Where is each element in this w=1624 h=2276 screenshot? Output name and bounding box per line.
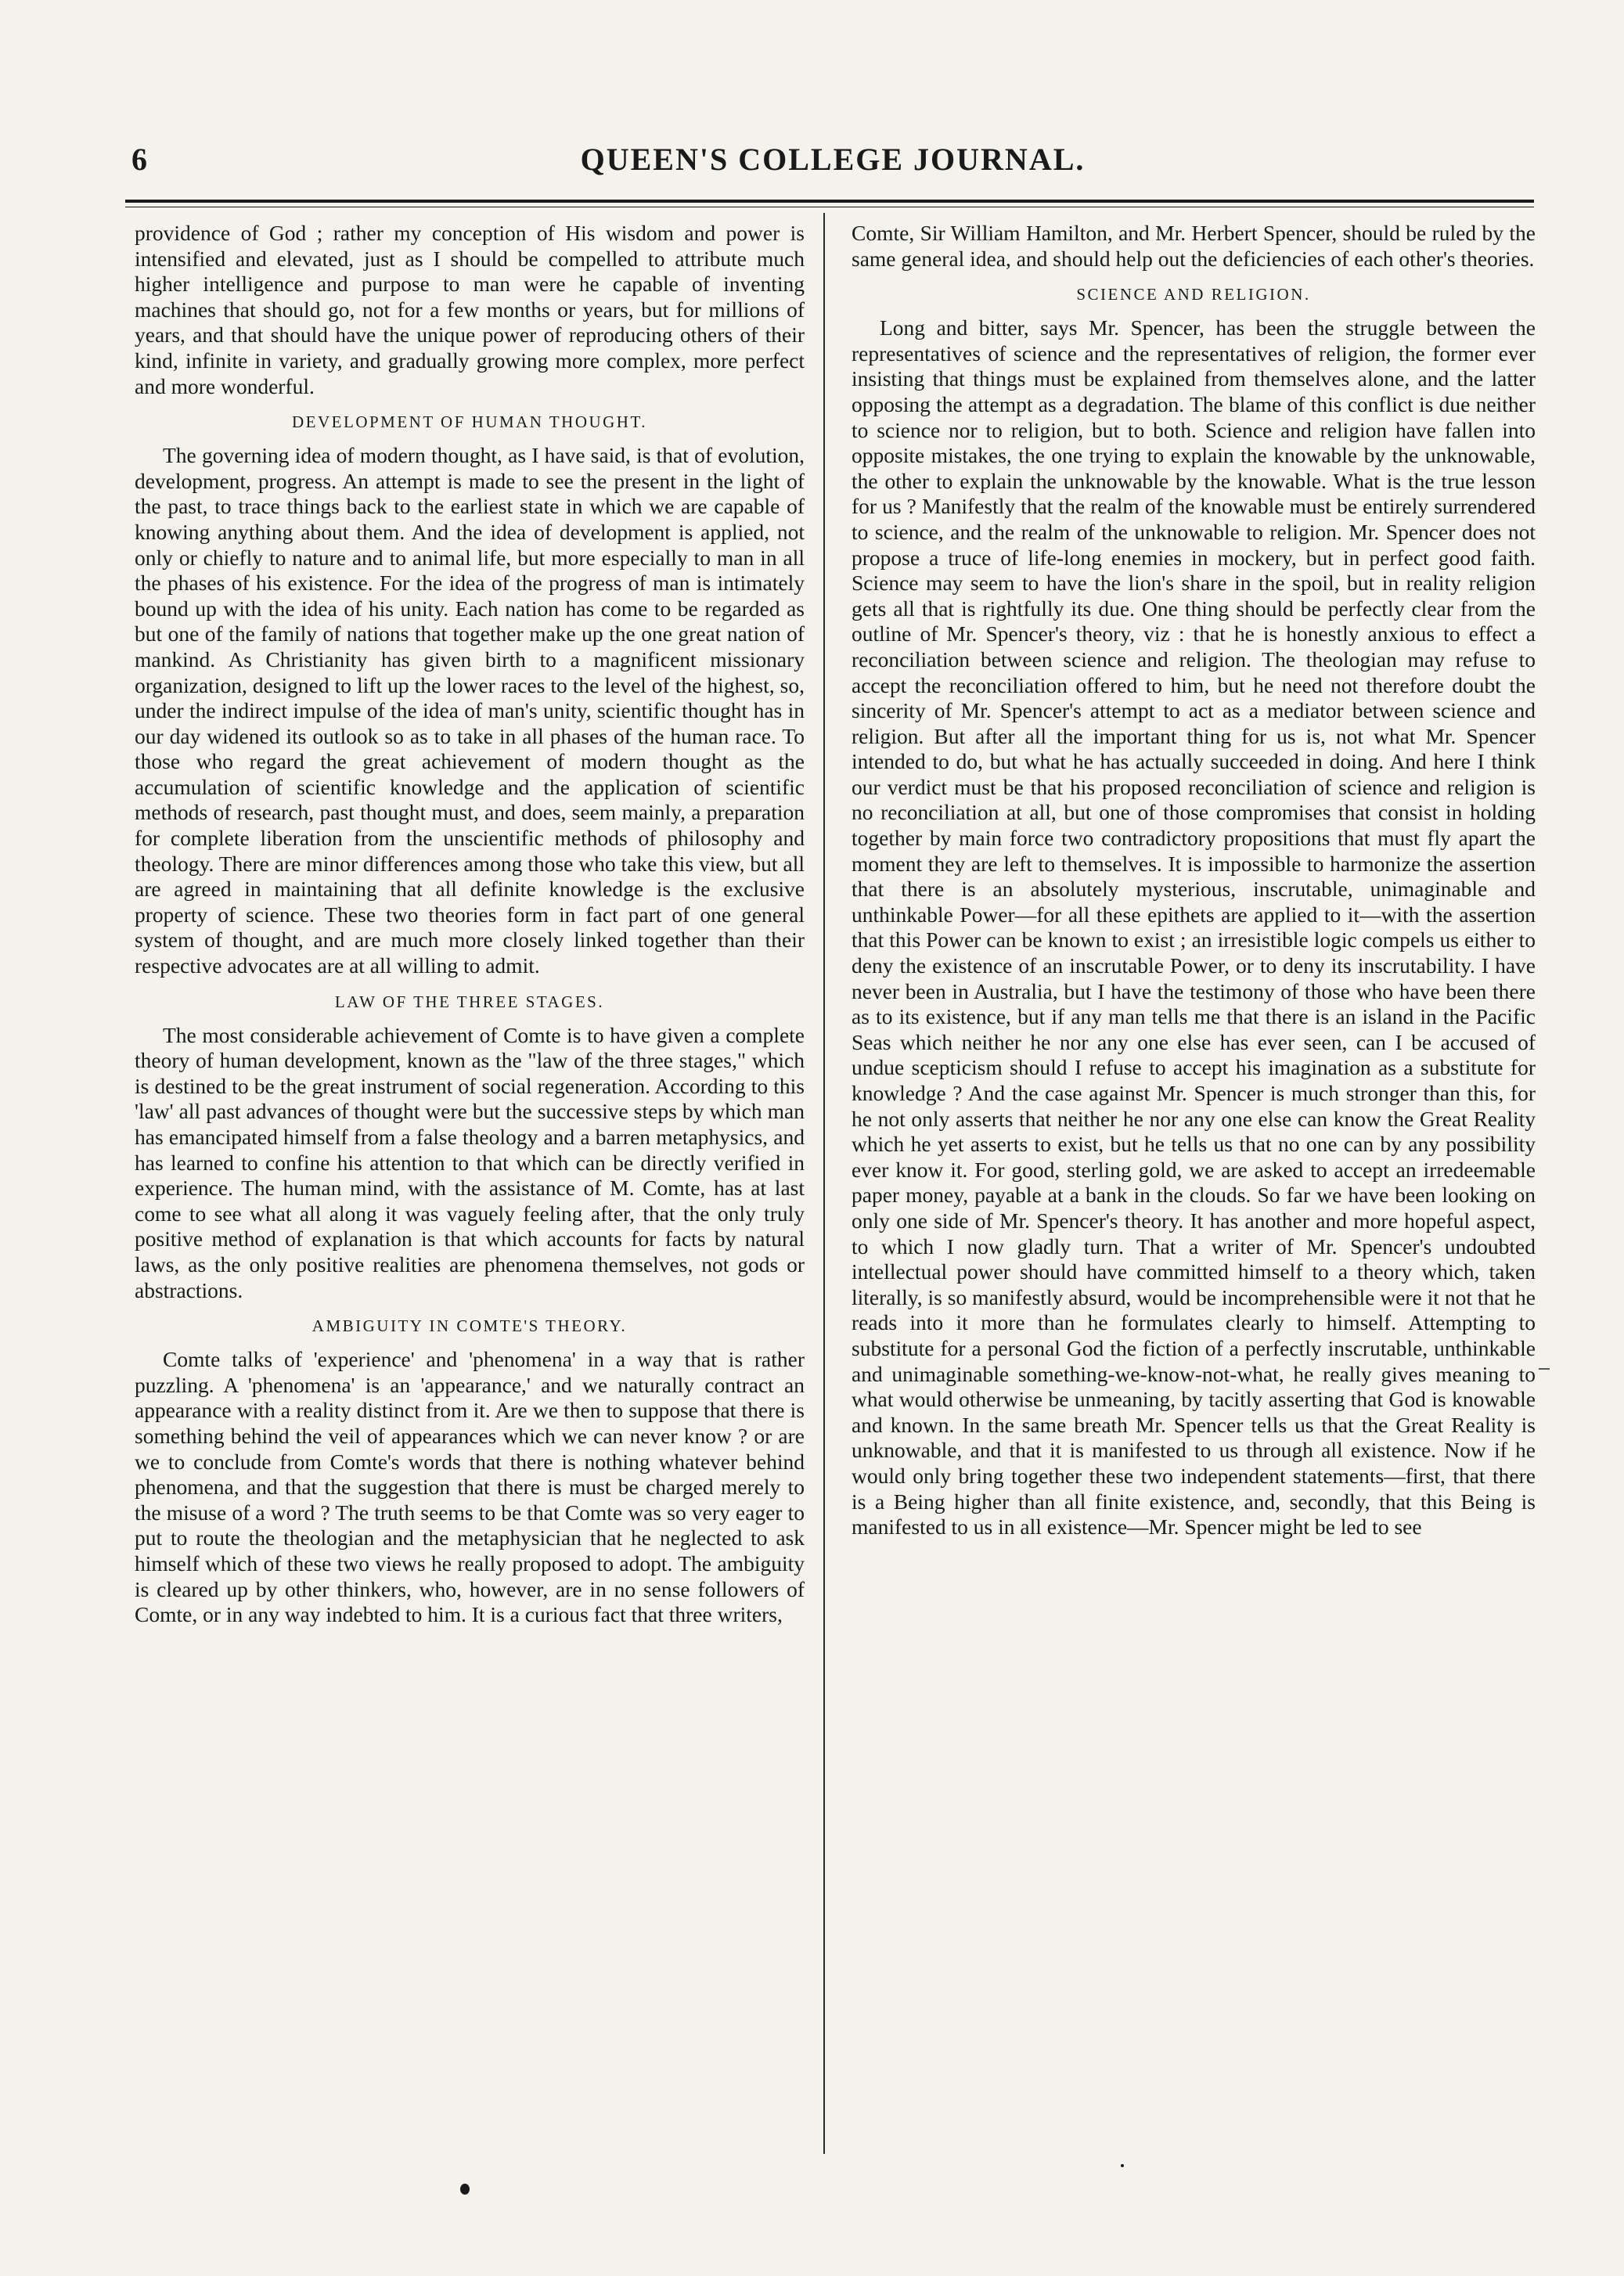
paragraph-three-stages: The most considerable achievement of Comte is to have given a complete theory of human development, known as the "law of the three stages," which is destined to be the great instrument of social regeneration. According to this 'law' all past advances of thought were but the successive steps by which man has emancipated himself from a false theology and a barren metaphysics, and has learned to confine his attention to that which can be directly verified in experience. The human mind, with the assistance of M. Comte, has at last come to see what all along it was vaguely feeling after, that the only truly positive method of explanation is that which accounts for facts by natural laws, as the only positive realities are phenomena themselves, not gods or abstractions. [135, 1022, 805, 1302]
paragraph-science-religion: Long and bitter, says Mr. Spencer, has been the struggle between the representatives of science and the representatives of religion, the former ever insisting that things must be explained from themselves alone, and the latter opposing the attempt as a degradation. The blame of this conflict is due neither to science nor to religion, but to both. Science and religion have fallen into opposite mistakes, the one trying to explain the knowable by the unknowable, the other to explain the unknowable by the knowable. What is the true lesson for us ? Manifestly that the realm of the knowable must be entirely surrendered to science, and the realm of the unknowable to religion. Mr. Spencer does not propose a truce of life-long enemies in mockery, but in perfect good faith. Science may seem to have the lion's share in the spoil, but in reality religion gets all that is rightfully its due. One thing should be perfectly clear from the outline of Mr. Spencer's theory, viz : that he is honestly anxious to effect a reconciliation between science and religion. The theologian may refuse to accept the reconciliation offered to him, but he need not therefore doubt the sincerity of Mr. Spencer's attempt to act as a mediator between science and religion. But after all the important thing for us is, not what Mr. Spencer intended to do, but what he has actually succeeded in doing. And here I think our verdict must be that his proposed reconciliation of science and religion is no reconciliation at all, but one of those compromises that consist in holding together by main force two contradictory propositions that must fly apart the moment they are left to themselves. It is impossible to harmonize the assertion that there is an absolutely mysterious, inscrutable, unimaginable and unthinkable Power—for all these epithets are applied to it—with the assertion that this Power can be known to exist ; an irresistible logic compels us either to deny the existence of an inscrutable Power, or to deny its inscrutability. I have never been in Australia, but I have the testimony of those who have been there as to its existence, but if any man tells me that there is an island in the Pacific Seas which neither he nor any one else has ever seen, can I be accused of undue scepticism should I refuse to accept his imagination as a substitute for knowledge ? And the case against Mr. Spencer is much stronger than this, for he not only asserts that neither he nor any one else can know the Great Reality which he yet asserts to exist, but he tells us that no one can by any possibility ever know it. For good, sterling gold, we are asked to accept an irredeemable paper money, payable at a bank in the clouds. So far we have been looking on only one side of Mr. Spencer's theory. It has another and more hopeful aspect, to which I now gladly turn. That a writer of Mr. Spencer's undoubted intellectual power should have committed himself to a theory which, taken literally, is so manifestly absurd, would be incomprehensible were it not that he reads into it more than he formulates clearly to himself. Attempting to substitute for a personal God the fiction of a perfectly inscrutable, unthinkable and unimaginable something-we-know-not-what, he really gives meaning to what would otherwise be unmeaning, by tacitly asserting that God is knowable and known. In the same breath Mr. Spencer tells us that the Great Reality is unknowable, and that it is manifested to us through all existence. Now if he would only bring together these two independent statements—first, that there is a Being higher than all finite existence, and, secondly, that this Being is manifested to us in all existence—Mr. Spencer might be led to see [852, 315, 1536, 1540]
header-rule-thick [125, 200, 1534, 203]
section-heading-three-stages: LAW OF THE THREE STAGES. [334, 992, 605, 1011]
paragraph-continued: providence of God ; rather my conception of His wisdom and power is intensified and elevated, just as I should be compelled to attribute much higher intelligence and purpose to man were he capable of inventing machines that should go, not for a few months or years, but for millions of years, and that should have the unique power of reproducing others of their kind, infinite in variety, and gradually growing more complex, more perfect and more wonderful. [135, 221, 805, 398]
column-divider [823, 213, 825, 2154]
left-column [135, 221, 805, 1628]
section-heading-ambiguity: AMBIGUITY IN COMTE'S THEORY. [311, 1316, 628, 1336]
page-header [131, 141, 1534, 196]
ink-spot-mark [460, 2184, 470, 2195]
margin-dash-mark [1539, 1368, 1550, 1370]
right-column [852, 221, 1536, 1540]
page-number: 6 [131, 142, 148, 177]
section-heading-development: DEVELOPMENT OF HUMAN THOUGHT. [292, 412, 647, 432]
paragraph-development: The governing idea of modern thought, as I have said, is that of evolution, development, progress. An attempt is made to see the present in the light of the past, to trace things back to the earliest state in which we are capable of knowing anything about them. And the idea of development is applied, not only or chiefly to nature and to animal life, but more especially to man in all the phases of his existence. For the idea of the progress of man is intimately bound up with the idea of his unity. Each nation has come to be regarded as but one of the family of nations that together make up the one great nation of mankind. As Christianity has given birth to a magnificent missionary organization, designed to lift up the lower races to the level of the highest, so, under the indirect impulse of the idea of man's unity, scientific thought has in our day widened its outlook so as to take in all phases of the human race. To those who regard the great achievement of modern thought as the accumulation of scientific knowledge and the application of scientific methods of research, past thought must, and does, seem mainly, a preparation for complete liberation from the unscientific methods of philosophy and theology. There are minor differences among those who take this view, but all are agreed in maintaining that all definite knowledge is the exclusive property of science. These two theories form in fact part of one general system of thought, and are much more closely linked together than their respective advocates are at all willing to admit. [135, 443, 805, 978]
paragraph-ambiguity: Comte talks of 'experience' and 'phenomena' in a way that is rather puzzling. A 'phenomena' is an 'appearance,' and we naturally contract an appearance with a reality distinct from it. Are we then to suppose that there is something behind the veil of appearances which we can never know ? or are we to conclude from Comte's words that there is nothing whatever behind phenomena, and that the suggestion that there is must be charged merely to the misuse of a word ? The truth seems to be that Comte was so very eager to put to route the theologian and the metaphysician that he neglected to ask himself which of these two views he really proposed to adopt. The ambiguity is cleared up by other thinkers, who, however, are in no sense followers of Comte, or in any way indebted to him. It is a curious fact that three writers, [135, 1347, 805, 1627]
journal-title: QUEEN'S COLLEGE JOURNAL. [580, 142, 1086, 177]
paragraph-comte-continued: Comte, Sir William Hamilton, and Mr. Herbert Spencer, should be ruled by the same general idea, and should help out the deficiencies of each other's theories. [852, 221, 1536, 271]
ink-dot-mark [1121, 2164, 1124, 2167]
section-heading-science-religion: SCIENCE AND RELIGION. [1076, 285, 1311, 304]
